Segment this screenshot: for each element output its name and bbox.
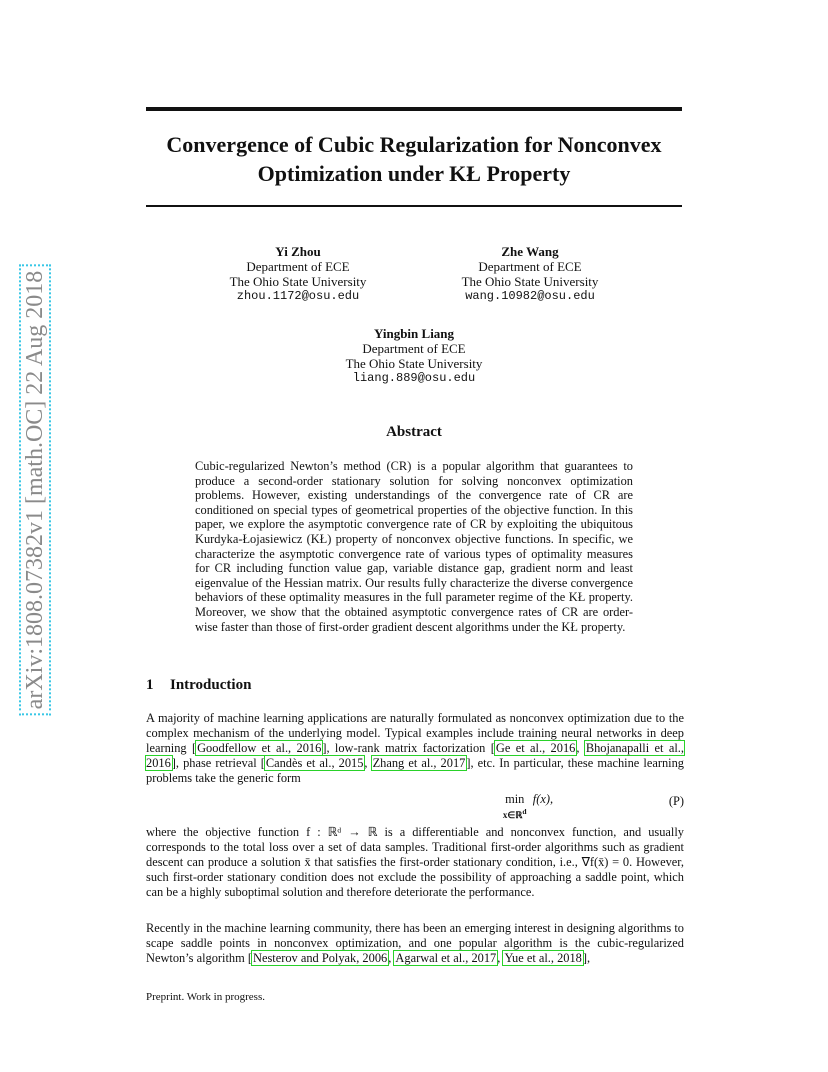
author-block-1 [198,244,398,304]
author-dept: Department of ECE [478,259,582,274]
equation-expression: f(x), [532,792,554,806]
author-block-3 [314,326,514,386]
title-line-2: Optimization under KŁ Property [257,161,571,186]
citation-link[interactable]: Candès et al., 2015 [265,756,364,771]
author-dept: Department of ECE [246,259,350,274]
author-email[interactable]: zhou.1172@osu.edu [236,289,360,303]
paragraph-text: A majority of machine learning applications are naturally formulated as nonconvex optimization due to the complex mechanism of the underlying model. Typical examples include training neural networks in deep learning [ [146,711,684,756]
author-name: Yingbin Liang [373,326,455,341]
citation-link[interactable]: Goodfellow et al., 2016 [197,741,322,756]
min-operator [503,792,527,820]
paragraph-text: ], [582,951,591,966]
min-subscript-text: x∈ℝ [502,810,523,820]
paragraph-text: , [388,951,395,966]
citation-link[interactable]: Agarwal et al., 2017 [395,951,497,966]
author-email[interactable]: wang.10982@osu.edu [465,289,595,303]
author-email[interactable]: liang.889@osu.edu [352,371,476,385]
paragraph-text: , [497,951,504,966]
title-rule-bottom [146,205,682,207]
intro-paragraph-2: where the objective function f : ℝᵈ → ℝ is a differentiable and nonconvex function, and usually corresponds to the total loss over a set of data samples. Traditional first-order algorithms such as gradient descent can produce a solution x̄ that satisfies the first-order stationary condition, i.e., ∇f(x̄) = 0. However, such first-order stationary condition does not exclude the possibility of approaching a saddle point, which can be a highly suboptimal solution and therefore deteriorate the performance. [146,825,684,900]
author-affiliation: The Ohio State University [461,274,599,289]
citation-link[interactable]: Zhang et al., 2017 [372,756,466,771]
min-text: min [505,792,525,806]
section-number: 1 [146,677,154,693]
paragraph-text: ], etc. In particular, these machine learning problems take the generic form [146,756,684,786]
author-affiliation: The Ohio State University [229,274,367,289]
title-rule-top [146,107,682,111]
paragraph-text: Recently in the machine learning community, there has been an emerging interest in designing algorithms to scape saddle points in nonconvex optimization, and one popular algorithm is the cubic-regularized Newton’s algorithm [ [146,921,684,966]
min-subscript [503,807,527,820]
paragraph-text: , [364,756,372,771]
citation-link[interactable]: Ge et al., 2016 [495,741,576,756]
arxiv-stamp[interactable] [20,230,50,750]
abstract-heading: Abstract [386,424,442,440]
author-name: Zhe Wang [501,244,559,259]
abstract-text: Cubic-regularized Newton’s method (CR) is a popular algorithm that guarantees to produce a second-order stationary solution for solving nonconvex optimization problems. However, existing understandings of the convergence rate of CR are conditioned on special types of geometrical properties of the objective function. In this paper, we explore the asymptotic convergence rate of CR by exploiting the ubiquitous Kurdyka-Łojasiewicz (KŁ) property of nonconvex objective functions. In specific, we characterize the asymptotic convergence rate of various types of optimality measures for CR including function value gap, variable distance gap, gradient norm and least eigenvalue of the Hessian matrix. Our results fully characterize the diverse convergence behaviors of these optimality measures in the full parameter regime of the KŁ property. Moreover, we show that the obtained asymptotic convergence rates of CR are order-wise faster than those of first-order gradient descent algorithms under the KŁ property. [195,459,633,634]
arxiv-stamp-text[interactable]: arXiv:1808.07382v1 [math.OC] 22 Aug 2018 [19,265,51,716]
author-block-2 [430,244,630,304]
author-name: Yi Zhou [275,244,321,259]
min-subscript-sup: d [522,807,527,816]
section-heading [146,677,251,694]
citation-link[interactable]: Yue et al., 2018 [504,951,582,966]
paragraph-text: , [576,741,585,756]
equation-P [146,792,684,818]
equation-label: (P) [668,794,684,808]
paragraph-text: ], low-rank matrix factorization [ [322,741,495,756]
paper-title [146,130,682,188]
citation-link[interactable]: Bhojanapalli et al., 2016 [146,741,684,771]
intro-paragraph-3 [146,921,684,966]
author-dept: Department of ECE [362,341,466,356]
equation-body [503,792,553,820]
paragraph-text: ], phase retrieval [ [171,756,265,771]
section-title: Introduction [170,677,252,693]
preprint-footer: Preprint. Work in progress. [146,991,265,1003]
title-line-1: Convergence of Cubic Regularization for Nonconvex [166,132,662,157]
author-affiliation: The Ohio State University [345,356,483,371]
intro-paragraph-1 [146,711,684,786]
citation-link[interactable]: Nesterov and Polyak, 2006 [253,951,388,966]
